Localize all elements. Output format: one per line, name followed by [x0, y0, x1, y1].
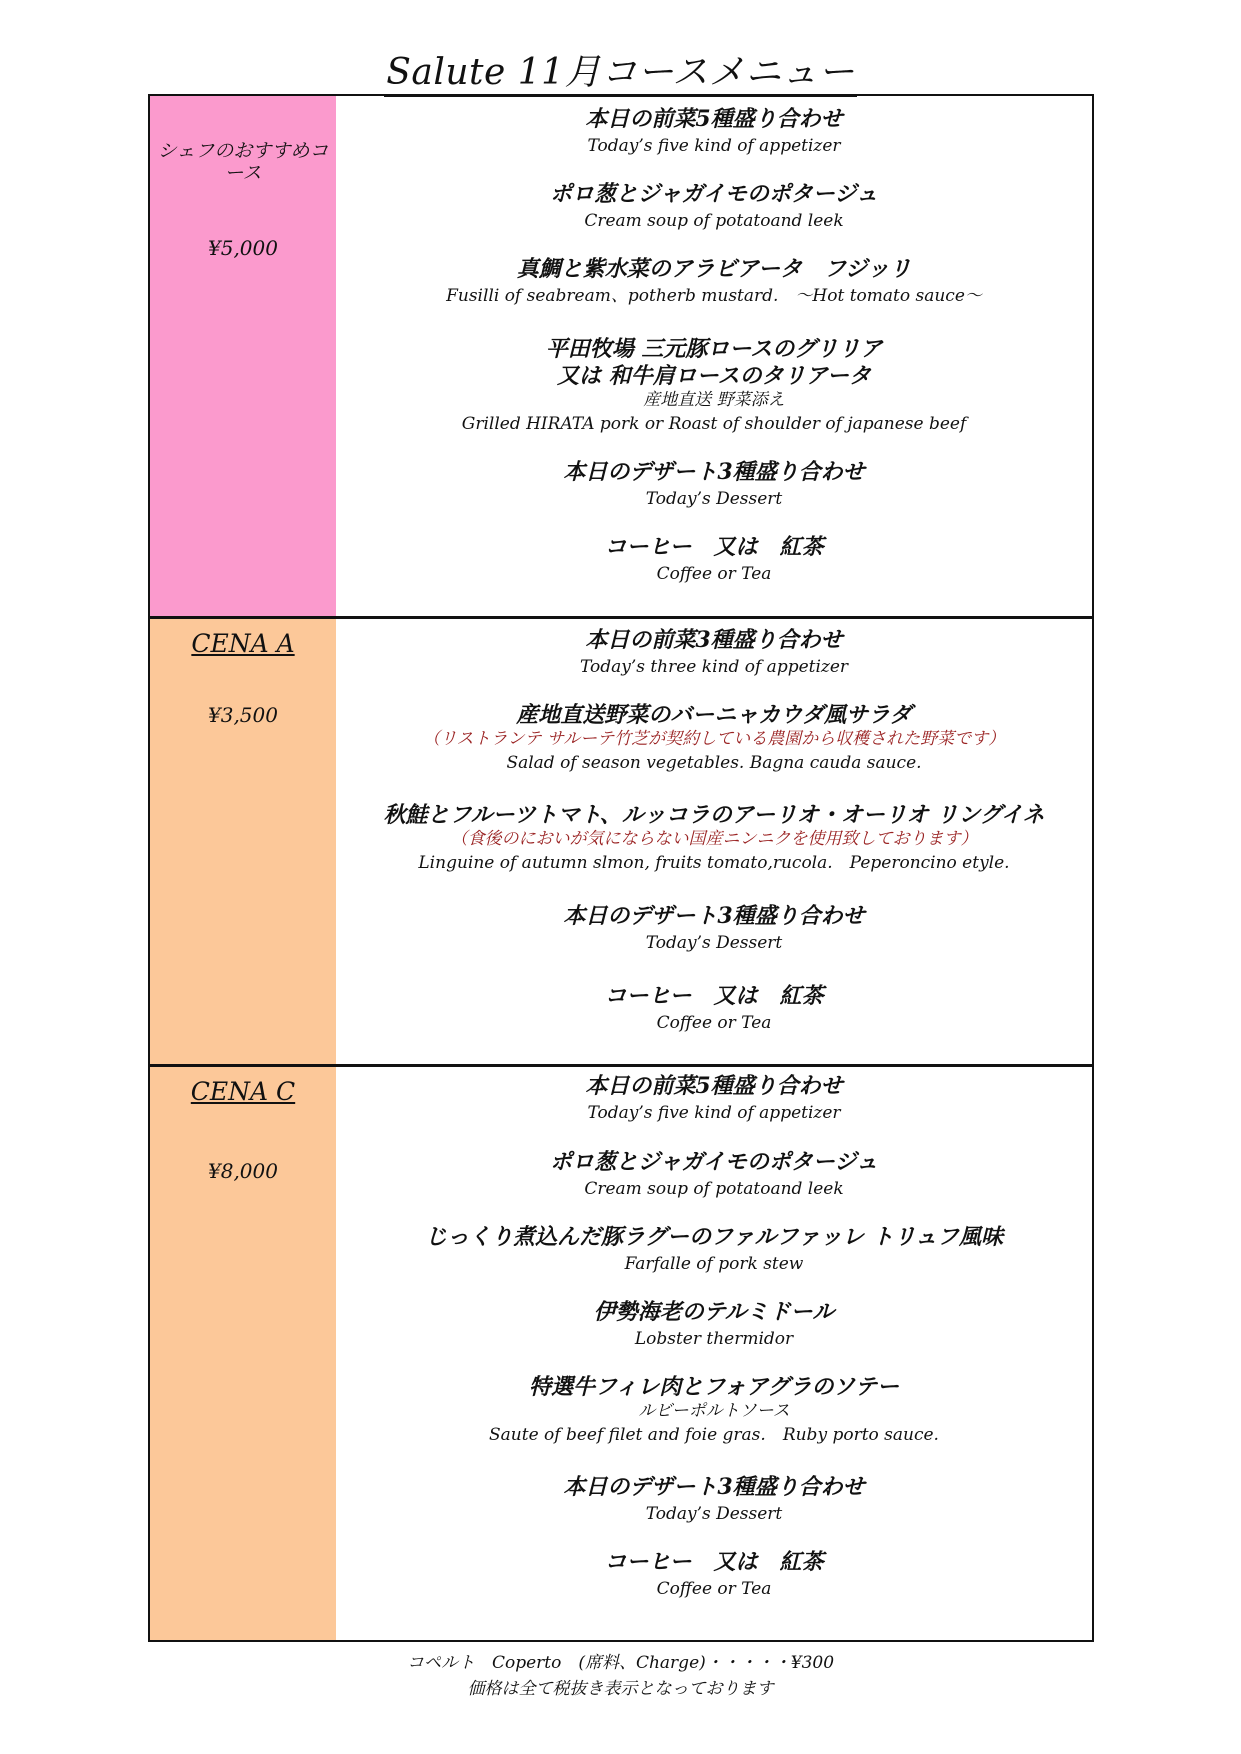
dish-note: （リストランテ サルーテ竹芝が契約している農園から収穫された野菜です）	[422, 729, 1006, 749]
course-list	[336, 96, 1092, 616]
dish-en: Today’s three kind of appetizer	[579, 657, 849, 677]
dish-jp: コーヒー 又は 紅茶	[604, 983, 824, 1009]
dish-en: Saute of beef filet and foie gras. Ruby porto sauce.	[489, 1425, 939, 1445]
dish-jp: 本日のデザート3種盛り合わせ	[563, 1474, 865, 1500]
dish-jp: 本日の前菜5種盛り合わせ	[585, 106, 843, 132]
course-name-text: CENA A	[191, 629, 295, 658]
course-sidebar	[150, 1067, 336, 1640]
dish-en: Today’s five kind of appetizer	[587, 136, 841, 156]
course-item	[336, 256, 1092, 307]
course-item	[336, 459, 1092, 510]
course-item	[336, 336, 1092, 435]
dish-en: Today’s Dessert	[645, 489, 783, 509]
dish-jp-alt: 又は 和牛肩ロースのタリアータ	[557, 363, 871, 389]
chef-course-section	[150, 96, 1092, 616]
dish-jp: コーヒー 又は 紅茶	[604, 1549, 824, 1575]
cover-charge-note: コペルト Coperto (席料、Charge)・・・・・¥300	[406, 1653, 835, 1673]
dish-en: Cream soup of potatoand leek	[584, 211, 844, 231]
tax-note: 価格は全て税抜き表示となっております	[467, 1679, 774, 1699]
dish-en: Today’s Dessert	[645, 933, 783, 953]
dish-en: Fusilli of seabream、potherb mustard. ～Hot tomato sauce～	[446, 286, 982, 306]
course-name: シェフのおすすめコース	[157, 140, 329, 184]
dish-en: Cream soup of potatoand leek	[584, 1179, 844, 1199]
course-item	[336, 983, 1092, 1034]
dish-en: Lobster thermidor	[634, 1329, 794, 1349]
page-title-text: Salute 11月コースメニュー	[384, 52, 857, 97]
course-item	[336, 1224, 1092, 1275]
course-list	[336, 619, 1092, 1064]
dish-jp: 本日のデザート3種盛り合わせ	[563, 903, 865, 929]
dish-note: 産地直送 野菜添え	[643, 390, 785, 410]
course-item	[336, 1374, 1092, 1446]
dish-note: （食後のにおいが気にならない国産ニンニクを使用致しております）	[450, 829, 978, 849]
course-name	[150, 1077, 336, 1106]
dish-jp: 本日の前菜3種盛り合わせ	[585, 627, 843, 653]
course-item	[336, 1149, 1092, 1200]
course-price: ¥8,000	[208, 1159, 278, 1183]
dish-jp: 秋鮭とフルーツトマト、ルッコラのアーリオ・オーリオ リングイネ	[383, 802, 1045, 828]
dish-en: Linguine of autumn slmon, fruits tomato,rucola. Peperoncino etyle.	[418, 853, 1010, 873]
course-item	[336, 627, 1092, 678]
course-name-text: CENA C	[190, 1077, 296, 1106]
dish-jp: ポロ葱とジャガイモのポタージュ	[549, 1149, 879, 1175]
course-item	[336, 1299, 1092, 1350]
cena-a-section	[150, 616, 1092, 1064]
course-price: ¥3,500	[208, 703, 278, 727]
dish-jp: 本日のデザート3種盛り合わせ	[563, 459, 865, 485]
dish-jp: 産地直送野菜のバーニャカウダ風サラダ	[516, 702, 912, 728]
dish-jp: 真鯛と紫水菜のアラビアータ フジッリ	[516, 256, 912, 282]
dish-en: Grilled HIRATA pork or Roast of shoulder of japanese beef	[461, 414, 967, 434]
dish-en: Coffee or Tea	[656, 564, 772, 584]
course-item	[336, 702, 1092, 774]
course-list	[336, 1067, 1092, 1640]
dish-en: Today’s five kind of appetizer	[587, 1103, 841, 1123]
course-item	[336, 1073, 1092, 1124]
dish-jp: じっくり煮込んだ豚ラグーのファルファッレ トリュフ風味	[424, 1224, 1004, 1250]
dish-en: Farfalle of pork stew	[624, 1254, 804, 1274]
menu-table	[148, 94, 1094, 1642]
dish-jp: 平田牧場 三元豚ロースのグリリア	[545, 336, 883, 362]
course-item	[336, 1474, 1092, 1525]
dish-en: Coffee or Tea	[656, 1579, 772, 1599]
dish-en: Coffee or Tea	[656, 1013, 772, 1033]
dish-jp: コーヒー 又は 紅茶	[604, 534, 824, 560]
dish-en: Today’s Dessert	[645, 1504, 783, 1524]
course-price: ¥5,000	[208, 236, 278, 260]
course-item	[336, 903, 1092, 954]
course-sidebar	[150, 96, 336, 616]
course-item	[336, 106, 1092, 157]
cena-c-section	[150, 1064, 1092, 1640]
dish-en: Salad of season vegetables. Bagna cauda sauce.	[506, 753, 922, 773]
course-item	[336, 802, 1092, 874]
dish-jp: 本日の前菜5種盛り合わせ	[585, 1073, 843, 1099]
course-item	[336, 1549, 1092, 1600]
footer-notes	[0, 1650, 1241, 1702]
course-sidebar	[150, 619, 336, 1064]
dish-note: ルビーポルトソース	[638, 1401, 790, 1421]
course-item	[336, 534, 1092, 585]
course-item	[336, 181, 1092, 232]
dish-jp: ポロ葱とジャガイモのポタージュ	[549, 181, 879, 207]
dish-jp: 特選牛フィレ肉とフォアグラのソテー	[528, 1374, 900, 1400]
page-title	[0, 44, 1241, 95]
dish-jp: 伊勢海老のテルミドール	[593, 1299, 835, 1325]
course-name	[150, 629, 336, 658]
